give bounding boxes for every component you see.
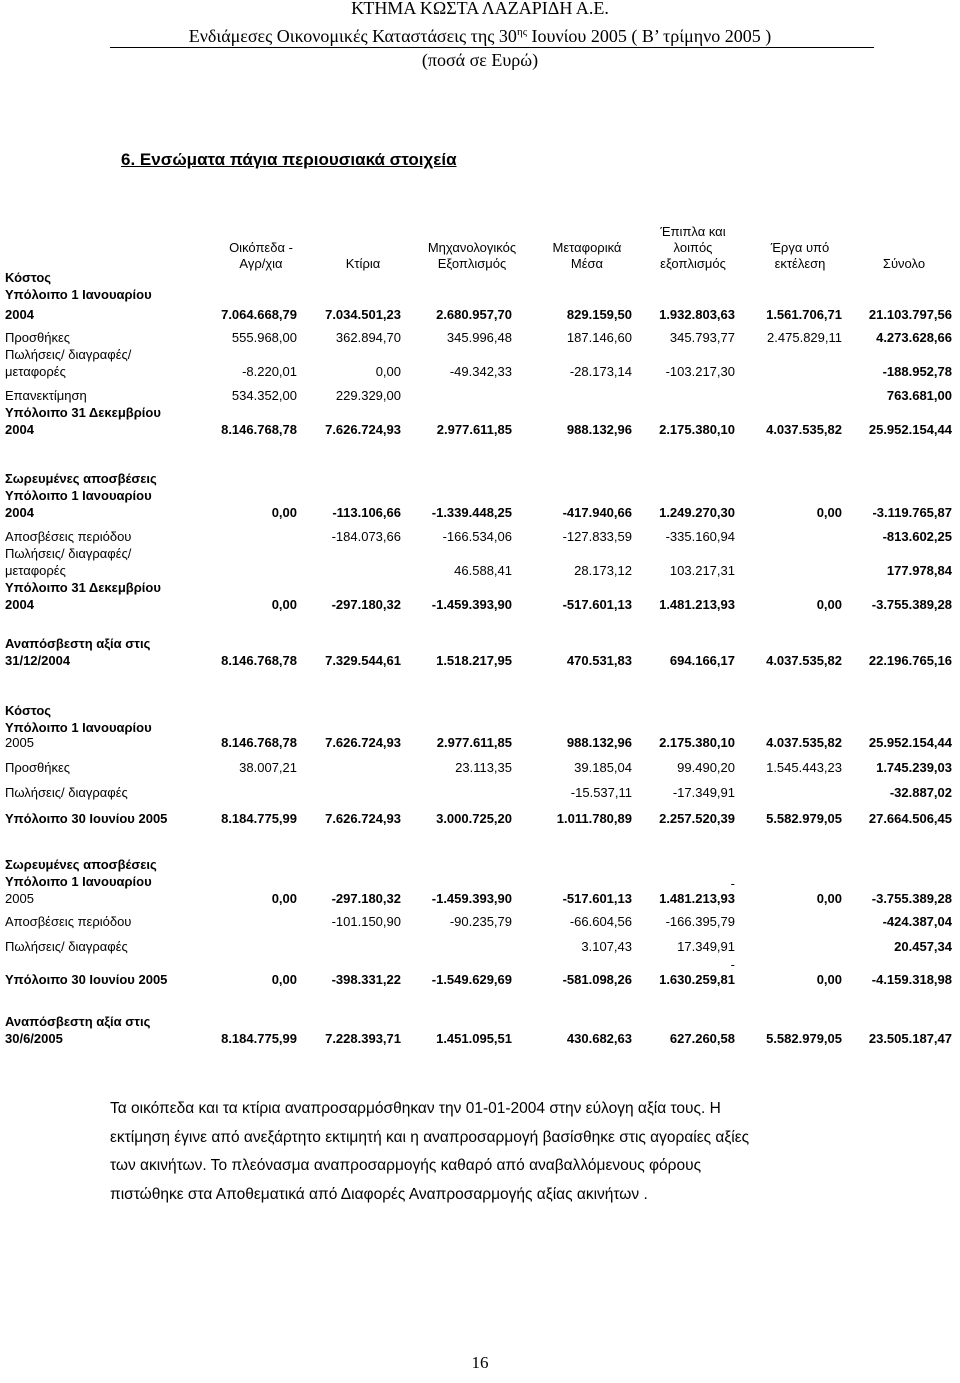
cell-value: 430.682,63 [566, 1031, 632, 1046]
cell-value: 362.894,70 [335, 330, 401, 345]
cell-value: 17.349,91 [677, 939, 735, 954]
table-row [0, 914, 960, 929]
row-label: Υπόλοιπο 31 Δεκεμβρίου [5, 405, 161, 420]
cell-value: 5.582.979,05 [766, 1031, 842, 1046]
row-label: 2004 [5, 422, 34, 437]
table-row [0, 364, 960, 379]
table-row [0, 405, 960, 420]
cell-value: 8.146.768,78 [221, 735, 297, 750]
cell-value: 7.626.724,93 [325, 811, 401, 826]
paragraph-line: πιστώθηκε στα Αποθεματικά από Διαφορές Αναπροσαρμογής αξίας ακινήτων . [110, 1185, 648, 1203]
cell-value: -101.150,90 [331, 914, 401, 929]
cell-value: 4.037.535,82 [766, 653, 842, 668]
table-row [0, 270, 960, 285]
cell-value: 555.968,00 [231, 330, 297, 345]
cell-value: 2.977.611,85 [436, 422, 512, 437]
row-label: Κόστος [5, 703, 52, 718]
table-row [0, 636, 960, 651]
cell-value: 345.793,77 [669, 330, 735, 345]
cell-value: 3.107,43 [581, 939, 632, 954]
cell-value: 763.681,00 [886, 388, 952, 403]
cell-value: -103.217,30 [665, 364, 735, 379]
cell-value: 345.996,48 [446, 330, 512, 345]
cell-value: -424.387,04 [882, 914, 952, 929]
cell-value: -517.601,13 [562, 597, 632, 612]
row-label: Υπόλοιπο 1 Ιανουαρίου [5, 720, 152, 735]
cell-value: -184.073,66 [331, 529, 401, 544]
paragraph [110, 1095, 874, 1209]
row-label: 30/6/2005 [5, 1031, 63, 1046]
row-label: Προσθήκες [5, 330, 71, 345]
cell-value: -3.755.389,28 [871, 891, 952, 906]
cell-value: -1.549.629,69 [431, 972, 512, 987]
table-row [0, 488, 960, 503]
cell-value: -166.534,06 [442, 529, 512, 544]
row-label: Κόστος [5, 270, 52, 285]
row-label: 2004 [5, 597, 34, 612]
table-row [0, 653, 960, 668]
cell-value: 0,00 [271, 891, 297, 906]
cell-value: 0,00 [271, 597, 297, 612]
cell-value: 1.481.213,93 [659, 597, 735, 612]
table-row [0, 939, 960, 954]
cell-value: 39.185,04 [574, 760, 632, 775]
cell-value: 2.977.611,85 [436, 735, 512, 750]
cell-value: 23.113,35 [455, 760, 512, 775]
column-header: Κτίρια [345, 256, 381, 271]
cell-value: -417.940,66 [562, 505, 632, 520]
table-row [0, 388, 960, 403]
cell-value: -335.160,94 [665, 529, 735, 544]
row-label: Πωλήσεις/ διαγραφές [5, 939, 128, 954]
row-label: Αναπόσβεστη αξία στις [5, 1014, 151, 1029]
statement-title-post: Ιουνίου 2005 ( Β’ τρίμηνο 2005 ) [527, 26, 772, 46]
cell-value: -1.459.393,90 [431, 597, 512, 612]
cell-value: -297.180,32 [331, 597, 401, 612]
row-label: Αποσβέσεις περιόδου [5, 529, 132, 544]
cell-value: 1.545.443,23 [766, 760, 842, 775]
cell-value: 7.626.724,93 [325, 735, 401, 750]
cell-value: 2.475.829,11 [767, 330, 842, 345]
cell-value: 229.329,00 [335, 388, 401, 403]
cell-value: -3.119.765,87 [872, 505, 952, 520]
cell-value: -49.342,33 [449, 364, 512, 379]
statement-title-pre: Ενδιάμεσες Οικονομικές Καταστάσεις της 30 [188, 26, 517, 46]
cell-value: 1.011.780,89 [556, 811, 632, 826]
cell-value: 3.000.725,20 [436, 811, 512, 826]
row-label: Πωλήσεις/ διαγραφές [5, 785, 128, 800]
cell-value: 534.352,00 [231, 388, 297, 403]
cell-value: 0,00 [816, 505, 842, 520]
cell-value: -127.833,59 [562, 529, 632, 544]
table-row [0, 505, 960, 520]
table-row [0, 422, 960, 437]
cell-value: 988.132,96 [566, 735, 632, 750]
cell-value: 1.518.217,95 [436, 653, 512, 668]
cell-value: 99.490,20 [677, 760, 735, 775]
paragraph-line: των ακινήτων. Το πλεόνασμα αναπροσαρμογής καθαρό από αναβαλλόμενους φόρους [110, 1157, 702, 1174]
cell-value: -3.755.389,28 [871, 597, 952, 612]
cell-value: 25.952.154,44 [868, 735, 952, 750]
row-label: 2005 [5, 735, 34, 750]
cell-value: 2.257.520,39 [659, 811, 735, 826]
cell-value: 7.064.668,79 [221, 307, 297, 322]
cell-value: 4.037.535,82 [766, 735, 842, 750]
cell-value: -28.173,14 [569, 364, 632, 379]
cell-value: 2.175.380,10 [659, 422, 735, 437]
cell-value: 0,00 [816, 972, 842, 987]
row-label: 31/12/2004 [5, 653, 71, 668]
row-label: 2005 [5, 891, 34, 906]
cell-value: -581.098,26 [562, 972, 632, 987]
cell-value: 1.561.706,71 [766, 307, 842, 322]
cell-value: 1.249.270,30 [659, 505, 735, 520]
cell-value: 1.932.803,63 [659, 307, 735, 322]
table-row [0, 957, 960, 987]
table-row [0, 580, 960, 595]
header-rule [110, 47, 874, 48]
cell-value: 20.457,34 [894, 939, 952, 954]
row-label: Σωρευμένες αποσβέσεις [5, 471, 157, 486]
cell-value: 694.166,17 [669, 653, 735, 668]
cell-value: 38.007,21 [239, 760, 297, 775]
cell-value: -15.537,11 [570, 785, 632, 800]
cell-value: 4.037.535,82 [766, 422, 842, 437]
cell-value: 1.451.095,51 [436, 1031, 512, 1046]
row-label: Υπόλοιπο 1 Ιανουαρίου [5, 874, 152, 889]
cell-value: 7.626.724,93 [325, 422, 401, 437]
cell-value: 23.505.187,47 [868, 1031, 952, 1046]
cell-value: 0,00 [375, 364, 401, 379]
table-row [0, 735, 960, 750]
table-row [0, 720, 960, 735]
cell-value: 1.481.213,93 [659, 891, 735, 906]
table-row [0, 703, 960, 718]
row-label: Προσθήκες [5, 760, 71, 775]
row-label: μεταφορές [5, 364, 66, 379]
cell-value: -1.459.393,90 [431, 891, 512, 906]
cell-value: 103.217,31 [669, 563, 735, 578]
cell-value: 2.680.957,70 [436, 307, 512, 322]
currency-note: (ποσά σε Ευρώ) [421, 50, 539, 70]
cell-value: 0,00 [816, 597, 842, 612]
cell-value: -32.887,02 [889, 785, 952, 800]
cell-value: 988.132,96 [566, 422, 632, 437]
cell-value: 8.146.768,78 [221, 653, 297, 668]
cell-value: 2.175.380,10 [659, 735, 735, 750]
statement-title [0, 22, 960, 46]
table-row [0, 471, 960, 486]
row-label: Επανεκτίμηση [5, 388, 87, 403]
cell-value: 0,00 [271, 505, 297, 520]
row-label: 2004 [5, 505, 34, 520]
cell-value: -517.601,13 [562, 891, 632, 906]
cell-value: 829.159,50 [566, 307, 632, 322]
cell-value: -17.349,91 [672, 785, 735, 800]
cell-value: -398.331,22 [331, 972, 401, 987]
table-row [0, 287, 960, 302]
cell-value: 7.034.501,23 [325, 307, 401, 322]
paragraph-line: εκτίμηση έγινε από ανεξάρτητο εκτιμητή και η αναπροσαρμογή βασίσθηκε στις αγοραίες αξίες [110, 1128, 750, 1146]
cell-value: -90.235,79 [449, 914, 512, 929]
table-row [0, 563, 960, 578]
cell-value: 187.146,60 [566, 330, 632, 345]
cell-value: -188.952,78 [882, 364, 952, 379]
cell-value: 7.228.393,71 [325, 1031, 401, 1046]
cell-value: 25.952.154,44 [868, 422, 952, 437]
table-row [0, 307, 960, 322]
cell-value: -166.395,79 [665, 914, 735, 929]
row-label: 2004 [5, 307, 34, 322]
cell-value: -1.339.448,25 [431, 505, 512, 520]
cell-value: -8.220,01 [242, 364, 297, 379]
row-label: Υπόλοιπο 30 Ιουνίου 2005 [5, 972, 168, 987]
row-label: Αποσβέσεις περιόδου [5, 914, 132, 929]
cell-dash-mark: - [730, 876, 735, 891]
cell-value: 21.103.797,56 [868, 307, 952, 322]
cell-value: 5.582.979,05 [766, 811, 842, 826]
table-row [0, 546, 960, 561]
cell-value: 1.745.239,03 [876, 760, 952, 775]
cell-value: 28.173,12 [574, 563, 632, 578]
row-label: Αναπόσβεστη αξία στις [5, 636, 151, 651]
cell-dash-mark: - [730, 957, 735, 972]
cell-value: -113.106,66 [332, 505, 401, 520]
cell-value: 27.664.506,45 [868, 811, 952, 826]
table-row [0, 1031, 960, 1046]
table-row [0, 1014, 960, 1029]
cell-value: -66.604,56 [569, 914, 632, 929]
section-title: 6. Ενσώματα πάγια περιουσιακά στοιχεία [121, 150, 457, 169]
page-number: 16 [471, 1353, 489, 1372]
table-row [0, 529, 960, 544]
row-label: Υπόλοιπο 31 Δεκεμβρίου [5, 580, 161, 595]
company-title: ΚΤΗΜΑ ΚΩΣΤΑ ΛΑΖΑΡΙΔΗ Α.Ε. [351, 0, 609, 18]
table-row [0, 857, 960, 872]
paragraph-line: Τα οικόπεδα και τα κτίρια αναπροσαρμόσθηκαν την 01-01-2004 στην εύλογη αξία τους. Η [110, 1100, 721, 1117]
row-label: Υπόλοιπο 1 Ιανουαρίου [5, 287, 152, 302]
cell-value: 470.531,83 [566, 653, 632, 668]
cell-value: 4.273.628,66 [876, 330, 952, 345]
cell-value: 46.588,41 [454, 563, 512, 578]
cell-value: 22.196.765,16 [868, 653, 952, 668]
cell-value: 177.978,84 [886, 563, 952, 578]
cell-value: -4.159.318,98 [871, 972, 952, 987]
row-label: μεταφορές [5, 563, 66, 578]
table-row [0, 811, 960, 826]
cell-value: 0,00 [816, 891, 842, 906]
column-header: Έπιπλα και λοιπός εξοπλισμός [660, 224, 726, 271]
column-header: Μηχανολογικός Εξοπλισμός [427, 240, 517, 271]
row-label: Πωλήσεις/ διαγραφές/ [5, 546, 132, 561]
cell-value: 1.630.259,81 [659, 972, 735, 987]
table-row [0, 760, 960, 775]
column-header: Έργα υπό εκτέλεση [770, 240, 830, 271]
table-row [0, 330, 960, 345]
cell-value: -297.180,32 [331, 891, 401, 906]
row-label: Υπόλοιπο 1 Ιανουαρίου [5, 488, 152, 503]
row-label: Υπόλοιπο 30 Ιουνίου 2005 [5, 811, 168, 826]
table-row [0, 347, 960, 362]
table-row [0, 597, 960, 612]
table-row [0, 785, 960, 800]
column-header: Σύνολο [882, 256, 926, 271]
cell-value: 8.146.768,78 [221, 422, 297, 437]
cell-value: -813.602,25 [882, 529, 952, 544]
column-header: Μεταφορικά Μέσα [552, 240, 622, 271]
cell-value: 627.260,58 [669, 1031, 735, 1046]
row-label: Σωρευμένες αποσβέσεις [5, 857, 157, 872]
cell-value: 8.184.775,99 [221, 811, 297, 826]
table-row [0, 874, 960, 889]
cell-value: 7.329.544,61 [325, 653, 401, 668]
cell-value: 8.184.775,99 [221, 1031, 297, 1046]
row-label: Πωλήσεις/ διαγραφές/ [5, 347, 132, 362]
cell-value: 0,00 [271, 972, 297, 987]
column-header: Οικόπεδα - Αγρ/χια [229, 240, 293, 271]
statement-title-sup: ης [516, 26, 528, 38]
